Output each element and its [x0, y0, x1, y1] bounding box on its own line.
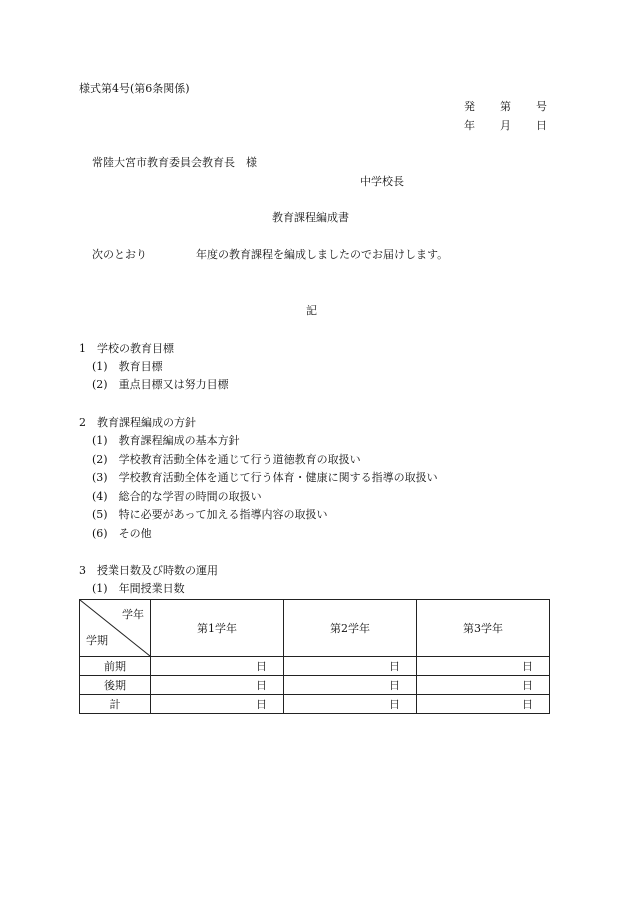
section-heading: 2 教育課程編成の方針	[79, 416, 196, 429]
intro-after: 年度の教育課程を編成しましたのでお届けします。	[196, 248, 449, 261]
date-month: 月	[500, 119, 511, 132]
section-heading: 3 授業日数及び時数の運用	[79, 564, 218, 577]
row-header: 後期	[80, 676, 151, 695]
table-cell: 日	[417, 657, 550, 676]
form-label: 様式第4号(第6条関係)	[79, 82, 190, 95]
column-header: 第3学年	[417, 600, 550, 657]
table-cell: 日	[284, 695, 417, 714]
issue-number-label: 第	[500, 100, 511, 113]
sender: 中学校長	[360, 175, 404, 188]
row-header: 計	[80, 695, 151, 714]
date-day: 日	[536, 119, 547, 132]
table-header-row	[80, 600, 550, 657]
column-header: 第2学年	[284, 600, 417, 657]
table-cell: 日	[417, 676, 550, 695]
table-corner-cell	[80, 600, 151, 657]
ki-mark: 記	[306, 304, 317, 317]
list-item: (2) 学校教育活動全体を通じて行う道徳教育の取扱い	[92, 453, 361, 466]
column-header: 第1学年	[151, 600, 284, 657]
table-cell: 日	[151, 695, 284, 714]
table-cell: 日	[284, 657, 417, 676]
row-header: 前期	[80, 657, 151, 676]
table-cell: 日	[151, 657, 284, 676]
issue-mark: 発	[464, 100, 475, 113]
list-item: (5) 特に必要があって加える指導内容の取扱い	[92, 508, 328, 521]
table-cell: 日	[284, 676, 417, 695]
date-year: 年	[464, 119, 475, 132]
issue-suffix: 号	[536, 100, 547, 113]
list-item: (1) 年間授業日数	[92, 582, 185, 595]
intro-before: 次のとおり	[92, 248, 147, 261]
section-heading: 1 学校の教育目標	[79, 342, 174, 355]
list-item: (1) 教育目標	[92, 360, 163, 373]
list-item: (1) 教育課程編成の基本方針	[92, 434, 240, 447]
school-days-table	[79, 599, 550, 714]
table-row	[80, 695, 550, 714]
table-row	[80, 657, 550, 676]
corner-grade-label: 学年	[122, 608, 144, 621]
table-row	[80, 676, 550, 695]
list-item: (3) 学校教育活動全体を通じて行う体育・健康に関する指導の取扱い	[92, 471, 438, 484]
document-title: 教育課程編成書	[272, 211, 349, 224]
list-item: (4) 総合的な学習の時間の取扱い	[92, 490, 262, 503]
corner-term-label: 学期	[86, 634, 108, 647]
table-cell: 日	[151, 676, 284, 695]
addressee: 常陸大宮市教育委員会教育長 様	[92, 156, 257, 169]
list-item: (2) 重点目標又は努力目標	[92, 378, 229, 391]
table-cell: 日	[417, 695, 550, 714]
list-item: (6) その他	[92, 527, 152, 540]
